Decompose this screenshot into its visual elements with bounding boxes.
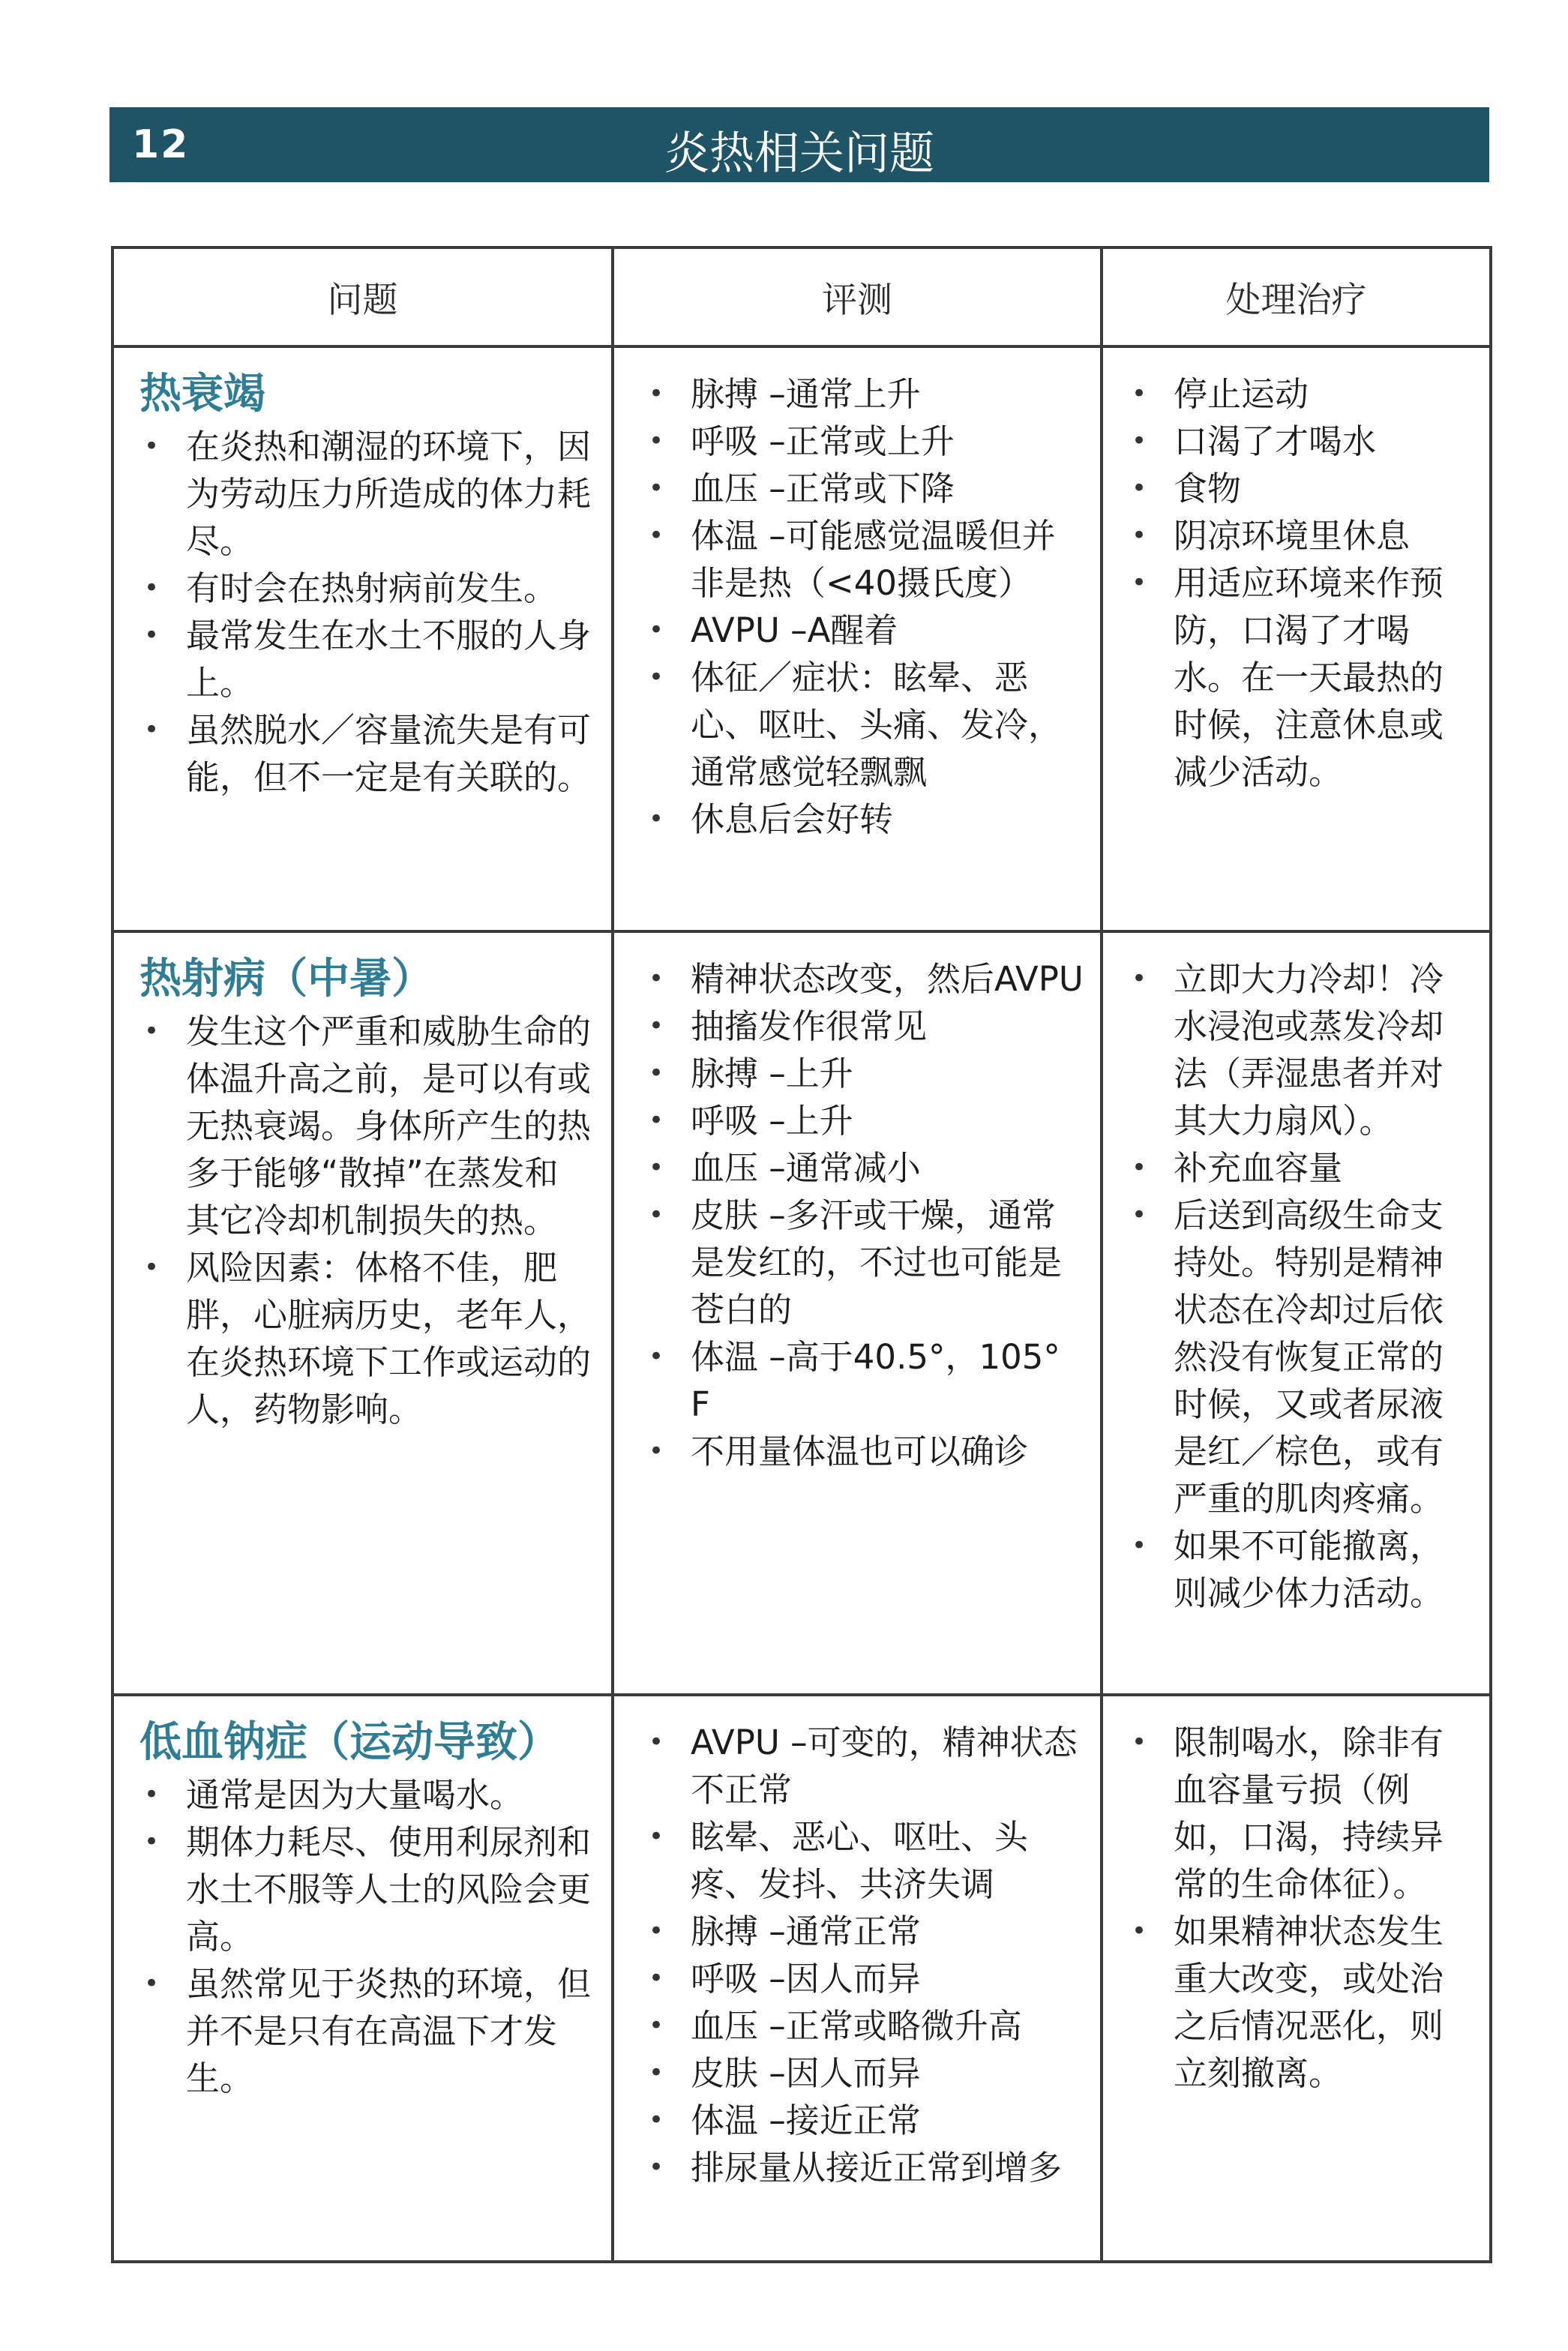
bullet-item: • 虽然常见于炎热的环境，但并不是只有在高温下才发生。 [139, 1960, 592, 2102]
bullet-item: • 补充血容量 [1127, 1144, 1476, 1192]
assessment-list [644, 955, 1087, 1475]
page-header [109, 107, 1489, 182]
treatment-list [1127, 370, 1476, 796]
bullet-item: • 口渴了才喝水 [1127, 418, 1476, 465]
column-header-treatment: 处理治疗 [1103, 249, 1489, 348]
heat-problems-table [111, 246, 1492, 2263]
bullet-item: • 呼吸 –上升 [644, 1097, 1087, 1144]
bullet-item: • 排尿量从接近正常到增多 [644, 2144, 1087, 2191]
treatment-list [1127, 955, 1476, 1617]
problem-list [139, 423, 592, 801]
column-header-problem: 问题 [114, 249, 614, 348]
bullet-item: • 停止运动 [1127, 370, 1476, 418]
treatment-list [1127, 1719, 1476, 2097]
bullet-item: • 呼吸 –因人而异 [644, 1955, 1087, 2002]
bullet-item: • 期体力耗尽、使用利尿剂和水土不服等人士的风险会更高。 [139, 1819, 592, 1960]
bullet-item: • 体征／症状：眩晕、恶心、呕吐、头痛、发冷，通常感觉轻飘飘 [644, 654, 1087, 796]
bullet-item: • 抽搐发作很常见 [644, 1003, 1087, 1050]
treatment-cell [1103, 1696, 1489, 2260]
bullet-item: • 如果精神状态发生重大改变，或处治之后情况恶化，则立刻撤离。 [1127, 1908, 1476, 2097]
bullet-item: • 脉搏 –通常正常 [644, 1908, 1087, 1955]
page-title: 炎热相关问题 [664, 127, 934, 180]
bullet-item: • 阴凉环境里休息 [1127, 512, 1476, 559]
bullet-item: • 精神状态改变，然后AVPU [644, 955, 1087, 1003]
bullet-item: • 呼吸 –正常或上升 [644, 418, 1087, 465]
bullet-item: • 血压 –通常减小 [644, 1144, 1087, 1192]
treatment-cell [1103, 933, 1489, 1696]
problem-list [139, 1008, 592, 1433]
bullet-item: • 休息后会好转 [644, 796, 1087, 843]
treatment-cell [1103, 348, 1489, 933]
bullet-item: • 通常是因为大量喝水。 [139, 1771, 592, 1819]
bullet-item: • 脉搏 –通常上升 [644, 370, 1087, 418]
bullet-item: • 用适应环境来作预防，口渴了才喝水。在一天最热的时候，注意休息或减少活动。 [1127, 559, 1476, 796]
bullet-item: • 血压 –正常或下降 [644, 465, 1087, 512]
bullet-item: • 虽然脱水／容量流失是有可能，但不一定是有关联的。 [139, 706, 592, 801]
problem-title: 热衰竭 [139, 370, 265, 418]
bullet-item: • 发生这个严重和威胁生命的体温升高之前，是可以有或无热衰竭。身体所产生的热多于能够“散掉”在蒸发和其它冷却机制损失的热。 [139, 1008, 592, 1244]
bullet-item: • 眩晕、恶心、呕吐、头疼、发抖、共济失调 [644, 1813, 1087, 1908]
bullet-item: • 血压 –正常或略微升高 [644, 2002, 1087, 2050]
assessment-cell [614, 1696, 1103, 2260]
bullet-item: • 后送到高级生命支持处。特别是精神状态在冷却过后依然没有恢复正常的时候，又或者尿液是红／棕色，或有严重的肌肉疼痛。 [1127, 1192, 1476, 1522]
bullet-item: • 风险因素：体格不佳，肥胖，心脏病历史，老年人，在炎热环境下工作或运动的人，药物影响。 [139, 1244, 592, 1433]
bullet-item: • AVPU –A醒着 [644, 607, 1087, 654]
bullet-item: • 最常发生在水土不服的人身上。 [139, 612, 592, 706]
bullet-item: • 脉搏 –上升 [644, 1050, 1087, 1097]
bullet-item: • AVPU –可变的，精神状态不正常 [644, 1719, 1087, 1813]
bullet-item: • 体温 –高于40.5°，105° F [644, 1333, 1087, 1428]
bullet-item: • 在炎热和潮湿的环境下，因为劳动压力所造成的体力耗尽。 [139, 423, 592, 565]
assessment-list [644, 370, 1087, 843]
problem-cell [114, 933, 614, 1696]
problem-title: 低血钠症（运动导致） [139, 1718, 559, 1767]
bullet-item: • 立即大力冷却！冷水浸泡或蒸发冷却法（弄湿患者并对其大力扇风）。 [1127, 955, 1476, 1144]
bullet-item: • 限制喝水，除非有血容量亏损（例如，口渴，持续异常的生命体征）。 [1127, 1719, 1476, 1908]
problem-title: 热射病（中暑） [139, 955, 433, 1003]
bullet-item: • 皮肤 –多汗或干燥，通常是发红的，不过也可能是苍白的 [644, 1192, 1087, 1333]
assessment-list [644, 1719, 1087, 2191]
bullet-item: • 不用量体温也可以确诊 [644, 1428, 1087, 1475]
column-header-assessment: 评测 [614, 249, 1103, 348]
bullet-item: • 皮肤 –因人而异 [644, 2050, 1087, 2097]
problem-cell [114, 1696, 614, 2260]
assessment-cell [614, 933, 1103, 1696]
bullet-item: • 食物 [1127, 465, 1476, 512]
bullet-item: • 有时会在热射病前发生。 [139, 565, 592, 612]
page-number: 12 [132, 122, 190, 167]
bullet-item: • 体温 –接近正常 [644, 2097, 1087, 2144]
problem-list [139, 1771, 592, 2102]
problem-cell [114, 348, 614, 933]
assessment-cell [614, 348, 1103, 933]
bullet-item: • 如果不可能撤离，则减少体力活动。 [1127, 1522, 1476, 1617]
bullet-item: • 体温 –可能感觉温暖但并非是热（<40摄氏度） [644, 512, 1087, 607]
